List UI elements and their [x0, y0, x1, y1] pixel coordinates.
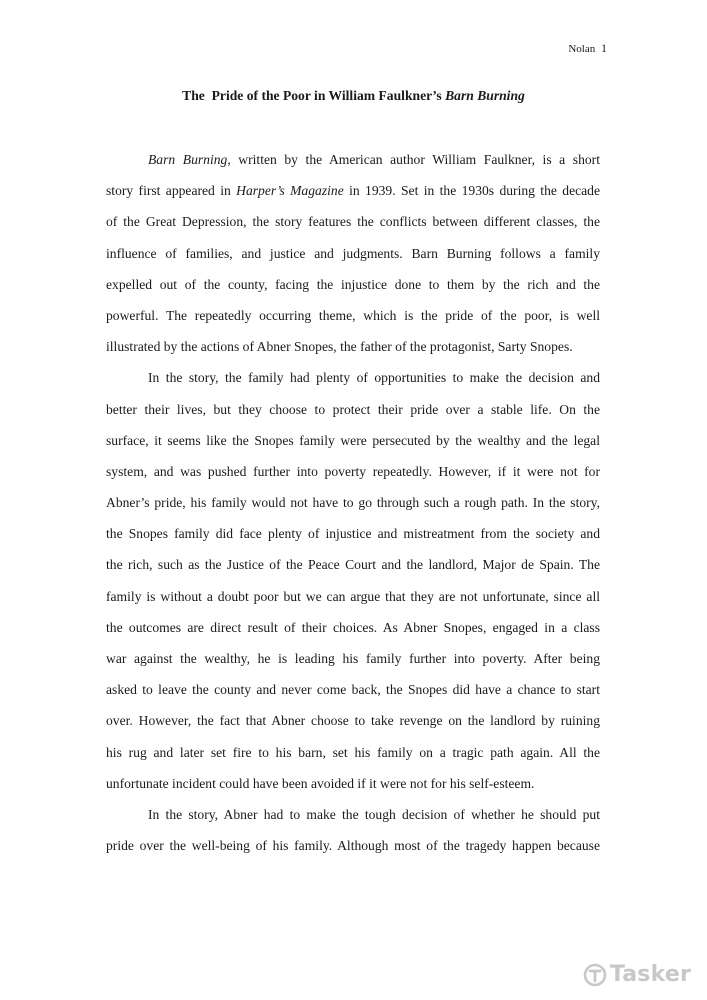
paragraph-line: family is without a doubt poor but we can argue that they are not unfortunate, since all	[106, 588, 600, 604]
paragraph-line: pride over the well-being of his family. Although most of the tragedy happen because	[106, 838, 600, 854]
watermark-text: Tasker	[609, 962, 691, 987]
paragraph-line: In the story, Abner had to make the tough decision of whether he should put	[148, 806, 600, 822]
text-span: in 1939. Set in the 1930s during the decade	[343, 183, 600, 199]
paragraph-2	[106, 367, 600, 804]
text-span: , written by the American author William Faulkner, is a short	[227, 152, 600, 167]
paragraph-line: better their lives, but they choose to protect their pride over a stable life. On the	[106, 401, 600, 417]
paragraph-line: the Snopes family did face plenty of injustice and mistreatment from the society and	[106, 526, 600, 542]
paragraph-line	[106, 149, 600, 180]
paragraph-1	[106, 149, 600, 367]
paragraph-line: the rich, such as the Justice of the Peace Court and the landlord, Major de Spain. The	[106, 557, 600, 573]
tasker-logo-icon	[583, 963, 607, 987]
paragraph-line: expelled out of the county, facing the injustice done to them by the rich and the	[106, 276, 600, 292]
paragraph-line	[106, 180, 600, 211]
paragraph-line: unfortunate incident could have been avoided if it were not for his self-esteem.	[106, 775, 535, 791]
page-header	[568, 41, 607, 56]
paragraph-line: surface, it seems like the Snopes family were persecuted by the wealthy and the legal	[106, 432, 600, 448]
header-author: Nolan	[568, 43, 596, 55]
essay-body	[106, 149, 600, 866]
paragraph-line: of the Great Depression, the story features the conflicts between different classes, the	[106, 214, 600, 230]
paragraph-line: over. However, the fact that Abner choose to take revenge on the landlord by ruining	[106, 713, 600, 729]
essay-title-prefix: The Pride of the Poor in William Faulkner’s	[182, 88, 446, 103]
text-span: story first appeared in	[106, 183, 237, 199]
paragraph-line: influence of families, and justice and judgments. Barn Burning follows a family	[106, 245, 600, 261]
paragraph-line: Abner’s pride, his family would not have to go through such a rough path. In the story,	[106, 495, 600, 511]
tasker-watermark	[583, 962, 691, 987]
paragraph-line: the outcomes are direct result of their choices. As Abner Snopes, engaged in a class	[106, 619, 600, 635]
paragraph-3	[106, 804, 600, 866]
magazine-title-italic: Harper’s Magazine	[236, 183, 344, 199]
paragraph-line: system, and was pushed further into poverty repeatedly. However, if it were not for	[106, 463, 600, 479]
paragraph-line: powerful. The repeatedly occurring theme, which is the pride of the poor, is well	[106, 307, 600, 323]
paragraph-line: illustrated by the actions of Abner Snopes, the father of the protagonist, Sarty Snopes.	[106, 339, 573, 355]
work-title-italic: Barn Burning	[148, 152, 228, 167]
paragraph-line: In the story, the family had plenty of opportunities to make the decision and	[148, 370, 600, 386]
essay-title-italic: Barn Burning	[445, 88, 525, 103]
paragraph-line: war against the wealthy, he is leading his family further into poverty. After being	[106, 651, 600, 666]
header-page-number: 1	[601, 41, 607, 55]
paragraph-line: his rug and later set fire to his barn, set his family on a tragic path again. All the	[106, 744, 600, 760]
essay-title	[0, 87, 707, 105]
paragraph-line: asked to leave the county and never come back, the Snopes did have a chance to start	[106, 682, 600, 698]
